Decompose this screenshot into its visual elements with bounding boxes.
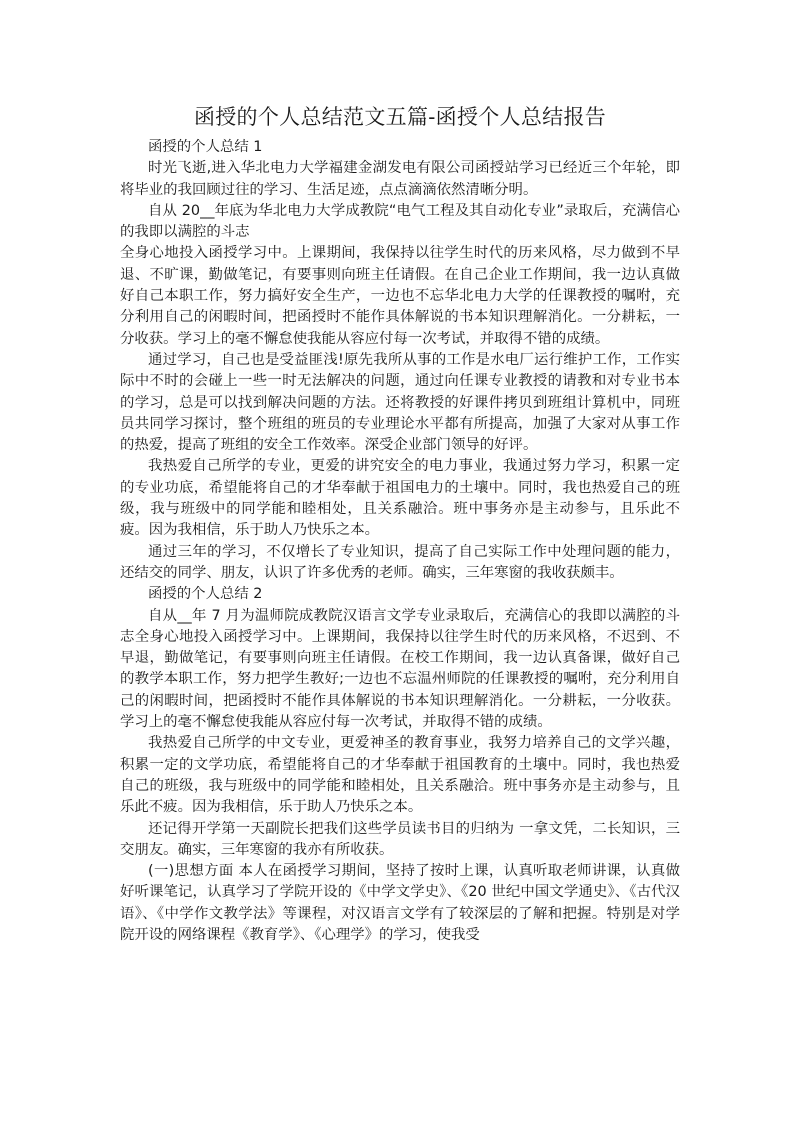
- document-page: [120, 103, 680, 946]
- paragraph: 全身心地投入函授学习中。上课期间，我保持以往学生时代的历来风格，尽力做到不早退、不旷课，勤做笔记，有要事则向班主任请假。在自己企业工作期间，我一边认真做好自己本职工作，努力搞好安全生产，一边也不忘华北电力大学的任课教授的嘱咐，充分利用自己的闲暇时间，把函授时不能作具体解说的书本知识理解消化。一分耕耘，一分收获。学习上的毫不懈怠使我能从容应付每一次考试，并取得不错的成绩。: [120, 245, 680, 347]
- paragraph: 通过三年的学习，不仅增长了专业知识，提高了自己实际工作中处理问题的能力，还结交的同学、朋友，认识了许多优秀的老师。确实，三年寒窗的我收获颇丰。: [120, 543, 680, 581]
- paragraph: 通过学习，自己也是受益匪浅!原先我所从事的工作是水电厂运行维护工作，工作实际中不时的会碰上一些一时无法解决的问题，通过向任课专业教授的请教和对专业书本的学习，总是可以找到解决问题的方法。还将教授的好课件拷贝到班组计算机中，同班员共同学习探讨，整个班组的班员的专业理论水平都有所提高，加强了大家对从事工作的热爱，提高了班组的安全工作效率。深受企业部门领导的好评。: [120, 351, 680, 454]
- paragraph: 还记得开学第一天副院长把我们这些学员读书目的归纳为 一拿文凭，二长知识，三交朋友。确实，三年寒窗的我亦有所收获。: [120, 820, 680, 858]
- section-heading-1: 函授的个人总结 1: [148, 139, 263, 155]
- section-heading-2: 函授的个人总结 2: [148, 586, 263, 603]
- document-title: 函授的个人总结范文五篇-函授个人总结报告: [193, 105, 607, 129]
- paragraph: 时光飞逝,进入华北电力大学福建金湖发电有限公司函授站学习已经近三个年轮，即将毕业的我回顾过往的学习、生活足迹，点点滴滴依然清晰分明。: [120, 160, 680, 198]
- paragraph: (一)思想方面 本人在函授学习期间，坚持了按时上课，认真听取老师讲课，认真做好听课笔记，认真学习了学院开设的《中学文学史》、《20 世纪中国文学通史》、《古代汉语》、《中学作文教学法》等课程，对汉语言文学有了较深层的了解和把握。特别是对学院开设的网络课程《教育学》、《心理学》的学习，使我受: [120, 863, 680, 943]
- paragraph: 自从 20__年底为华北电力大学成教院“电气工程及其自动化专业”录取后，充满信心的我即以满腔的斗志: [120, 202, 680, 241]
- paragraph: 我热爱自己所学的专业，更爱的讲究安全的电力事业，我通过努力学习，积累一定的专业功底，希望能将自己的才华奉献于祖国电力的土壤中。同时，我也热爱自己的班级，我与班级中的同学能和睦相处，且关系融洽。班中事务亦是主动参与，且乐此不疲。因为我相信，乐于助人乃快乐之本。: [120, 458, 680, 539]
- paragraph: 自从__年 7 月为温师院成教院汉语言文学专业录取后，充满信心的我即以满腔的斗志全身心地投入函授学习中。上课期间，我保持以往学生时代的历来风格，不迟到、不早退，勤做笔记，有要事则向班主任请假。在校工作期间，我一边认真备课，做好自己的教学本职工作，努力把学生教好;一边也不忘温州师院的任课教授的嘱咐，充分利用自己的闲暇时间，把函授时不能作具体解说的书本知识理解消化。一分耕耘，一分收获。学习上的毫不懈怠使我能从容应付每一次考试，并取得不错的成绩。: [120, 607, 680, 731]
- paragraph: 我热爱自己所学的中文专业，更爱神圣的教育事业，我努力培养自己的文学兴趣，积累一定的文学功底，希望能将自己的才华奉献于祖国教育的土壤中。同时，我也热爱自己的班级，我与班级中的同学能和睦相处，且关系融洽。班中事务亦是主动参与，且乐此不疲。因为我相信，乐于助人乃快乐之本。: [120, 735, 680, 816]
